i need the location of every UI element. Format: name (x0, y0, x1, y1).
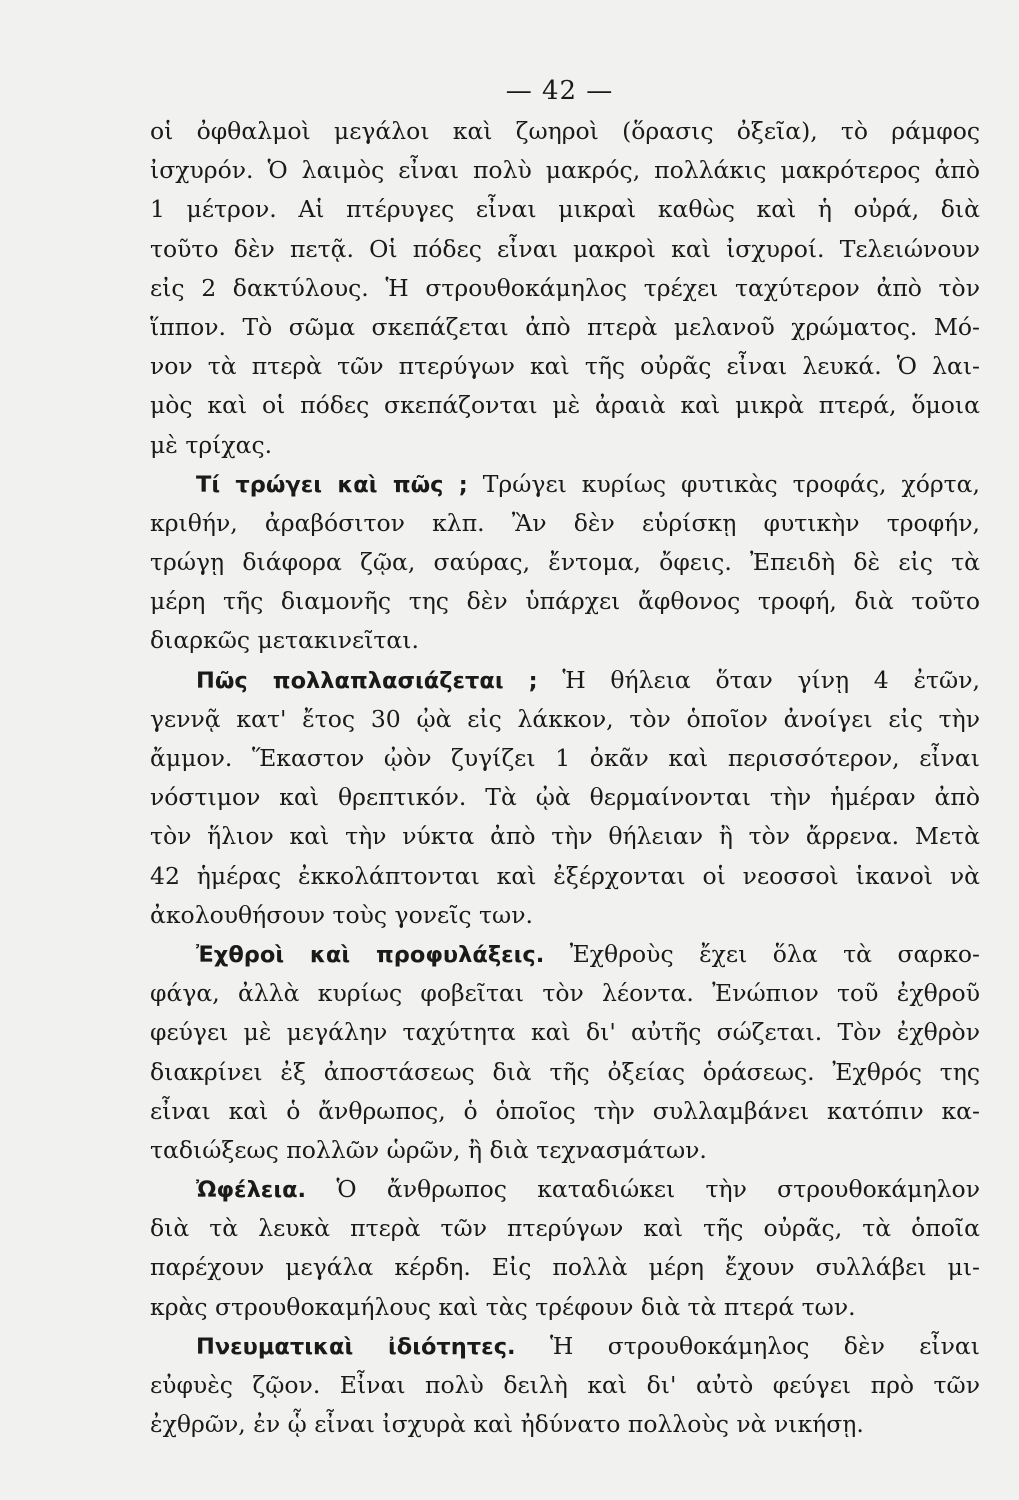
section-heading: Πῶς πολλαπλασιάζεται ; (196, 667, 538, 694)
text-line: ἵππον. Τὸ σῶμα σκεπάζεται ἀπὸ πτερὰ μελανοῦ χρώματος. Μό- (150, 312, 980, 341)
text-line: τρώγῃ διάφορα ζῷα, σαύρας, ἔντομα, ὄφεις. Ἐπειδὴ δὲ εἰς τὰ (150, 548, 980, 577)
section-heading: Ἐχθροὶ καὶ προφυλάξεις. (196, 941, 545, 968)
text-line: φεύγει μὲ μεγάλην ταχύτητα καὶ δι' αὐτῆς σώζεται. Τὸν ἐχθρὸν (150, 1018, 980, 1047)
text-line: ἐχθρῶν, ἐν ᾧ εἶναι ἰσχυρὰ καὶ ἠδύνατο πολλοὺς νὰ νικήσῃ. (150, 1410, 864, 1439)
text-line: τὸν ἥλιον καὶ τὴν νύκτα ἀπὸ τὴν θήλειαν ἢ τὸν ἄρρενα. Μετὰ (150, 822, 980, 851)
text-line: διαρκῶς μετακινεῖται. (150, 626, 419, 655)
page-number: — 42 — (505, 76, 614, 106)
section-heading: Πνευματικαὶ ἰδιότητες. (196, 1333, 516, 1360)
text-line: μὸς καὶ οἱ πόδες σκεπάζονται μὲ ἀραιὰ καὶ μικρὰ πτερά, ὅμοια (150, 391, 980, 420)
text-line: γεννᾷ κατ' ἔτος 30 ᾠὰ εἰς λάκκον, τὸν ὁποῖον ἀνοίγει εἰς τὴν (150, 704, 980, 733)
paragraph-first-line (150, 935, 980, 974)
text-line: νόστιμον καὶ θρεπτικόν. Τὰ ᾠὰ θερμαίνονται τὴν ἡμέραν ἀπὸ (150, 783, 980, 812)
paragraph-first-line (150, 1327, 980, 1366)
text-line: νον τὰ πτερὰ τῶν πτερύγων καὶ τῆς οὐρᾶς εἶναι λευκά. Ὁ λαι- (150, 352, 980, 381)
text-line: 1 μέτρον. Αἱ πτέρυγες εἶναι μικραὶ καθὼς καὶ ἡ οὐρά, διὰ (150, 195, 980, 224)
paragraph-first-line (150, 1170, 980, 1209)
text-run: Ἡ θήλεια ὅταν γίνῃ 4 ἐτῶν, (562, 665, 980, 694)
text-line: κριθήν, ἀραβόσιτον κλπ. Ἂν δὲν εὑρίσκῃ φυτικὴν τροφήν, (150, 508, 980, 537)
text-line: εὐφυὲς ζῷον. Εἶναι πολὺ δειλὴ καὶ δι' αὐτὸ φεύγει πρὸ τῶν (150, 1371, 980, 1399)
text-line: ἀκολουθήσουν τοὺς γονεῖς των. (150, 900, 533, 929)
text-line: φάγα, ἀλλὰ κυρίως φοβεῖται τὸν λέοντα. Ἐνώπιον τοῦ ἐχθροῦ (150, 979, 980, 1008)
text-run: Ὁ ἄνθρωπος καταδιώκει τὴν στρουθοκάμηλον (336, 1175, 980, 1204)
text-line: ἰσχυρόν. Ὁ λαιμὸς εἶναι πολὺ μακρός, πολλάκις μακρότερος ἀπὸ (150, 156, 980, 185)
text-line: οἱ ὀφθαλμοὶ μεγάλοι καὶ ζωηροὶ (ὅρασις ὀξεῖα), τὸ ράμφος (150, 117, 980, 145)
text-line: μέρη τῆς διαμονῆς της δὲν ὑπάρχει ἄφθονος τροφή, διὰ τοῦτο (150, 587, 980, 616)
body-text (150, 112, 980, 1444)
text-line: ταδιώξεως πολλῶν ὡρῶν, ἢ διὰ τεχνασμάτων. (150, 1135, 707, 1164)
text-line: ἄμμον. Ἕκαστον ᾠὸν ζυγίζει 1 ὀκᾶν καὶ περισσότερον, εἶναι (150, 744, 980, 772)
text-line: εἰς 2 δακτύλους. Ἡ στρουθοκάμηλος τρέχει ταχύτερον ἀπὸ τὸν (150, 273, 980, 302)
text-run: Τρώγει κυρίως φυτικὰς τροφάς, χόρτα, (482, 469, 980, 498)
text-line: διὰ τὰ λευκὰ πτερὰ τῶν πτερύγων καὶ τῆς οὐρᾶς, τὰ ὁποῖα (150, 1214, 980, 1243)
paragraph-first-line (150, 465, 980, 504)
text-line: μὲ τρίχας. (150, 430, 273, 459)
text-run: Ἡ στρουθοκάμηλος δὲν εἶναι (550, 1331, 981, 1360)
text-line: τοῦτο δὲν πετᾷ. Οἱ πόδες εἶναι μακροὶ καὶ ἰσχυροί. Τελειώνουν (150, 234, 980, 263)
paragraph-first-line (150, 661, 980, 700)
text-line: εἶναι καὶ ὁ ἄνθρωπος, ὁ ὁποῖος τὴν συλλαμβάνει κατόπιν κα- (150, 1096, 980, 1125)
text-run: Ἐχθροὺς ἔχει ὅλα τὰ σαρκο- (569, 939, 980, 968)
text-line: 42 ἡμέρας ἐκκολάπτονται καὶ ἐξέρχονται οἱ νεοσσοὶ ἱκανοὶ νὰ (150, 861, 980, 890)
section-heading: Ὠφέλεια. (196, 1177, 307, 1204)
text-line: παρέχουν μεγάλα κέρδη. Εἰς πολλὰ μέρη ἔχουν συλλάβει μι- (150, 1253, 980, 1282)
section-heading: Τί τρώγει καὶ πῶς ; (196, 471, 468, 498)
text-line: διακρίνει ἐξ ἀποστάσεως διὰ τῆς ὀξείας ὁράσεως. Ἐχθρός της (150, 1057, 980, 1086)
text-line: κρὰς στρουθοκαμήλους καὶ τὰς τρέφουν διὰ τὰ πτερά των. (150, 1292, 856, 1321)
